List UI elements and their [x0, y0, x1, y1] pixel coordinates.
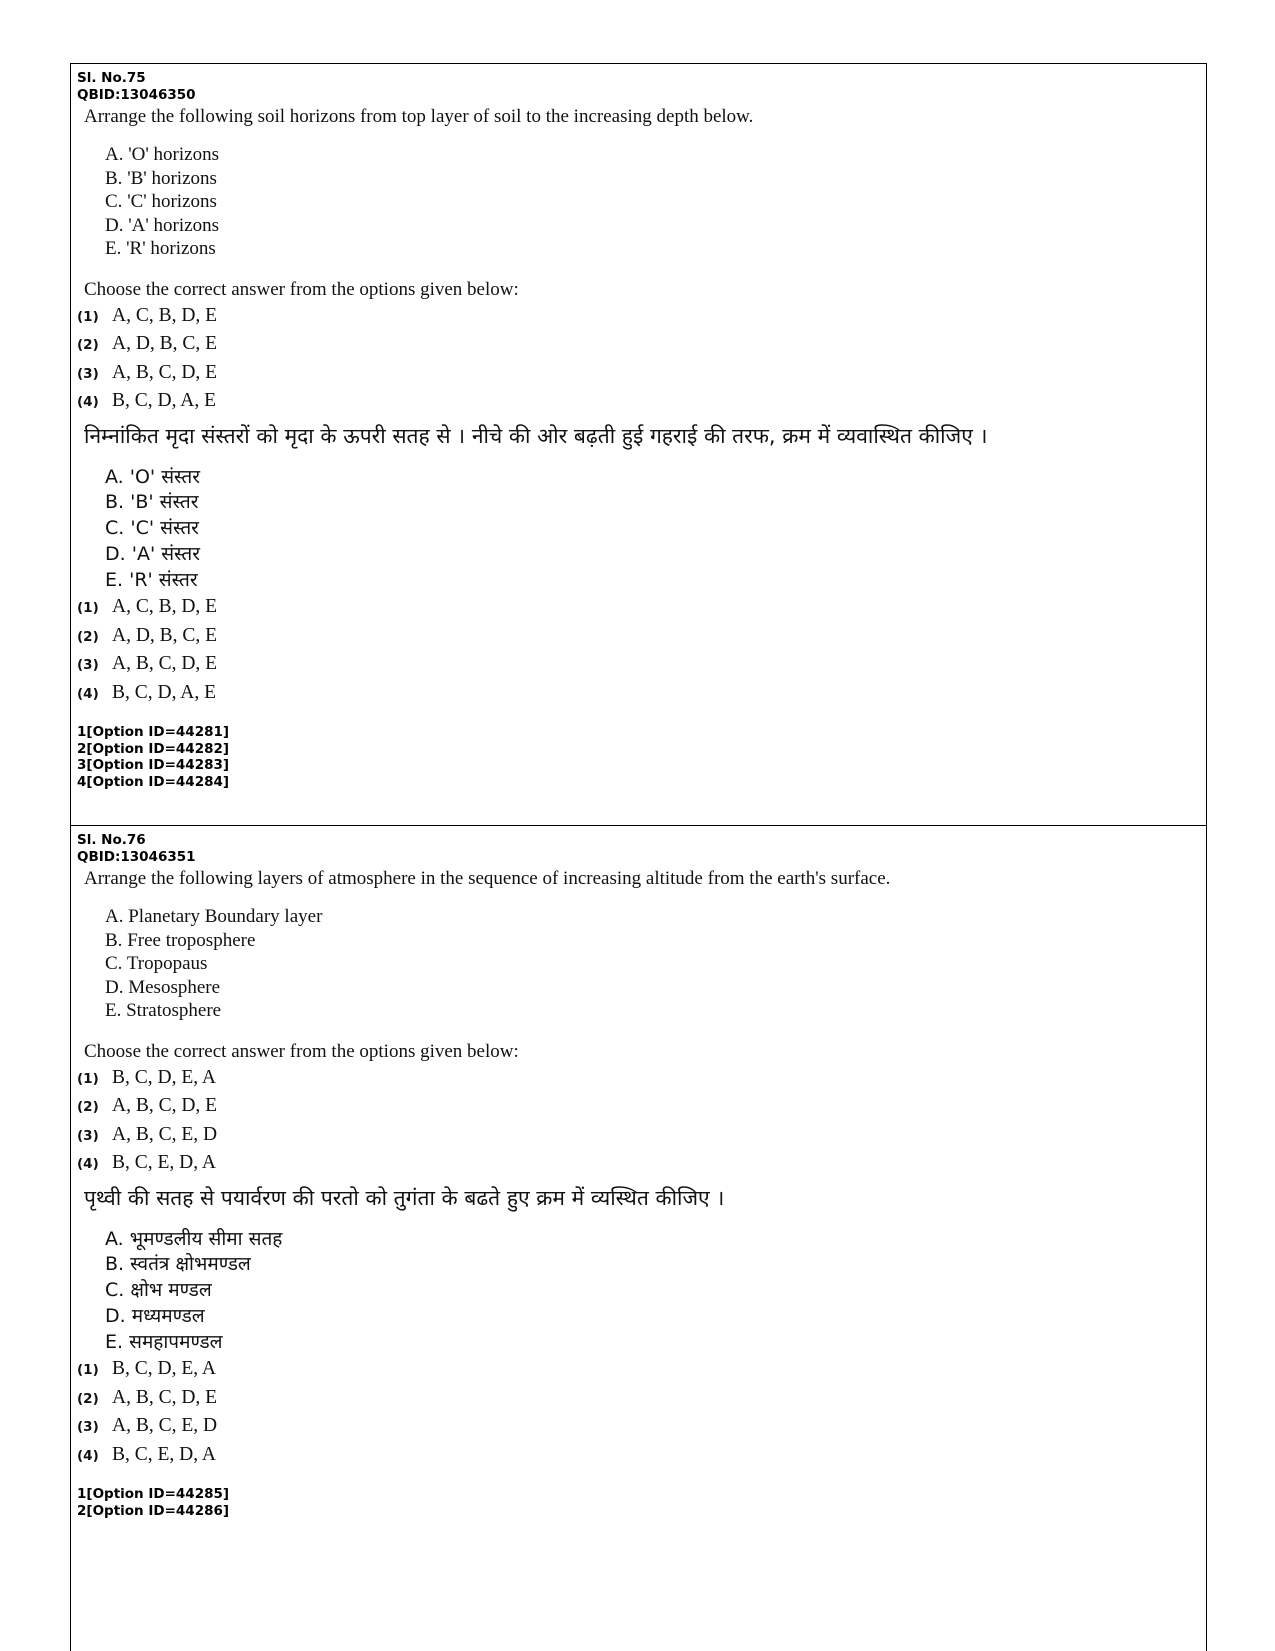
option-id: 3[Option ID=44283] [77, 757, 230, 774]
list-item: B. स्वतंत्र क्षोभमण्डल [105, 1253, 251, 1276]
list-item: B. 'B' संस्तर [105, 491, 199, 514]
list-item: D. 'A' horizons [105, 214, 219, 236]
list-item: D. Mesosphere [105, 976, 221, 998]
answer-options-english [77, 1067, 1206, 1181]
item-list-english [105, 143, 1206, 261]
question-stem-english: Arrange the following layers of atmosphere in the sequence of increasing altitude from the earth's surface. [84, 868, 891, 889]
answer-options-hindi [77, 1358, 1206, 1472]
question-paper-page [70, 63, 1207, 1651]
list-item: D. मध्यमण्डल [105, 1304, 205, 1327]
question-stem-hindi: निम्नांकित मृदा संस्तरों को मृदा के ऊपरी सतह से । नीचे की ओर बढ़ती हुई गहराई की तरफ, क्रम में व्यवास्थित कीजिए । [84, 423, 988, 448]
qbid: QBID:13046350 [77, 87, 196, 103]
option-id: 2[Option ID=44286] [77, 1502, 230, 1519]
list-item: A. 'O' संस्तर [105, 465, 201, 488]
question-stem-english: Arrange the following soil horizons from top layer of soil to the increasing depth below. [84, 106, 754, 127]
answer-option: (4) B, C, D, A, E [77, 390, 217, 411]
question-stem-hindi: पृथ्वी की सतह से पयार्वरण की परतो को तुगंता के बढते हुए क्रम में व्यस्थित कीजिए । [84, 1185, 725, 1210]
answer-option: (2) A, B, C, D, E [77, 1095, 218, 1116]
answer-option: (3) A, B, C, E, D [77, 1123, 218, 1145]
answer-options-hindi [77, 596, 1206, 710]
answer-option: (2) A, D, B, C, E [77, 333, 218, 354]
answer-option: (4) B, C, E, D, A [77, 1443, 217, 1465]
answer-option: (4) B, C, E, D, A [77, 1152, 217, 1173]
list-item: B. Free troposphere [105, 929, 256, 951]
answer-option: (3) A, B, C, E, D [77, 1415, 218, 1437]
question-75 [71, 64, 1206, 826]
list-item: E. समहापमण्डल [105, 1330, 223, 1353]
answer-option: (1) A, C, B, D, E [77, 304, 218, 326]
list-item: A. 'O' horizons [105, 144, 219, 165]
answer-option: (4) B, C, D, A, E [77, 681, 217, 703]
list-item: C. 'C' horizons [105, 191, 217, 212]
option-id: 1[Option ID=44281] [77, 724, 230, 741]
list-item: C. क्षोभ मण्डल [105, 1279, 212, 1302]
answer-option: (3) A, B, C, D, E [77, 653, 218, 675]
serial-number: Sl. No.76 [77, 832, 146, 848]
serial-number: Sl. No.75 [77, 70, 146, 86]
option-id-list [77, 724, 1206, 790]
answer-option: (3) A, B, C, D, E [77, 361, 218, 383]
question-76 [71, 826, 1206, 1519]
option-id: 2[Option ID=44282] [77, 740, 230, 757]
choose-instruction: Choose the correct answer from the options given below: [84, 278, 519, 300]
answer-option: (1) A, C, B, D, E [77, 596, 218, 618]
list-item: D. 'A' संस्तर [105, 542, 201, 565]
list-item: E. 'R' संस्तर [105, 568, 198, 591]
option-id: 4[Option ID=44284] [77, 773, 230, 790]
choose-instruction: Choose the correct answer from the options given below: [84, 1040, 519, 1062]
answer-option: (2) A, B, C, D, E [77, 1386, 218, 1408]
answer-option: (1) B, C, D, E, A [77, 1066, 217, 1088]
option-id-list [77, 1486, 1206, 1519]
qbid: QBID:13046351 [77, 849, 196, 865]
list-item: A. भूमण्डलीय सीमा सतह [105, 1227, 283, 1250]
answer-options-english [77, 305, 1206, 419]
answer-option: (2) A, D, B, C, E [77, 624, 218, 646]
list-item: C. 'C' संस्तर [105, 517, 199, 540]
option-id: 1[Option ID=44285] [77, 1486, 230, 1503]
list-item: E. 'R' horizons [105, 238, 216, 259]
item-list-hindi [105, 1227, 1206, 1356]
item-list-english [105, 905, 1206, 1023]
item-list-hindi [105, 465, 1206, 594]
list-item: E. Stratosphere [105, 1000, 222, 1021]
list-item: C. Tropopaus [105, 953, 208, 974]
list-item: A. Planetary Boundary layer [105, 906, 323, 927]
list-item: B. 'B' horizons [105, 167, 217, 189]
answer-option: (1) B, C, D, E, A [77, 1358, 217, 1380]
